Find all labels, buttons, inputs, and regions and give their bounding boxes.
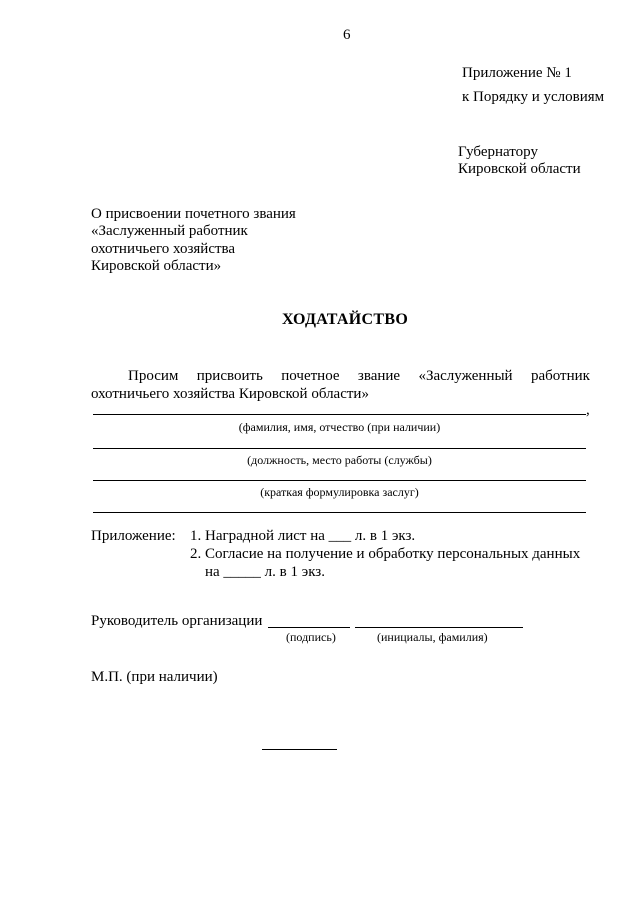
attachment-item-1: 1. Наградной лист на ___ л. в 1 экз. (190, 528, 416, 544)
signature-fill-line (268, 627, 350, 628)
petition-word: присвоить (196, 368, 263, 384)
subject-line-2: «Заслуженный работник (91, 223, 248, 239)
position-field-hint: (должность, место работы (службы) (247, 453, 432, 467)
initials-fill-line (355, 627, 523, 628)
merits-field-hint: (краткая формулировка заслуг) (260, 485, 419, 499)
appendix-number: Приложение № 1 (462, 65, 572, 81)
appendix-reference: к Порядку и условиям (462, 89, 605, 105)
addressee-title: Губернатору (458, 144, 538, 160)
initials-hint: (инициалы, фамилия) (377, 630, 488, 644)
page-number: 6 (343, 27, 351, 43)
name-line-comma: , (586, 402, 590, 418)
closing-divider (262, 749, 337, 750)
petition-word: почетное (281, 368, 340, 384)
position-fill-line (93, 448, 586, 449)
attachments-label: Приложение: (91, 528, 176, 544)
petition-word: «Заслуженный (418, 368, 513, 384)
subject-line-3: охотничьего хозяйства (91, 241, 236, 257)
blank-fill-line (93, 512, 586, 513)
subject-line-4: Кировской области» (91, 258, 222, 274)
petition-word: Просим (128, 368, 179, 384)
addressee-region: Кировской области (458, 161, 581, 177)
petition-text-line-1 (128, 367, 590, 385)
name-field-hint: (фамилия, имя, отчество (при наличии) (238, 420, 441, 434)
petition-word: работник (530, 368, 590, 384)
name-fill-line (93, 414, 586, 415)
signature-hint: (подпись) (286, 630, 336, 644)
attachment-item-2: 2. Согласие на получение и обработку персональных данных (190, 546, 581, 562)
attachment-item-2-continuation: на _____ л. в 1 экз. (205, 564, 325, 580)
merits-fill-line (93, 480, 586, 481)
seal-note: М.П. (при наличии) (91, 669, 218, 685)
document-title: ХОДАТАЙСТВО (282, 311, 409, 328)
petition-word: звание (357, 368, 401, 384)
subject-line-1: О присвоении почетного звания (91, 206, 296, 222)
petition-text-line-2: охотничьего хозяйства Кировской области» (91, 386, 369, 402)
signature-label: Руководитель организации (91, 613, 263, 629)
